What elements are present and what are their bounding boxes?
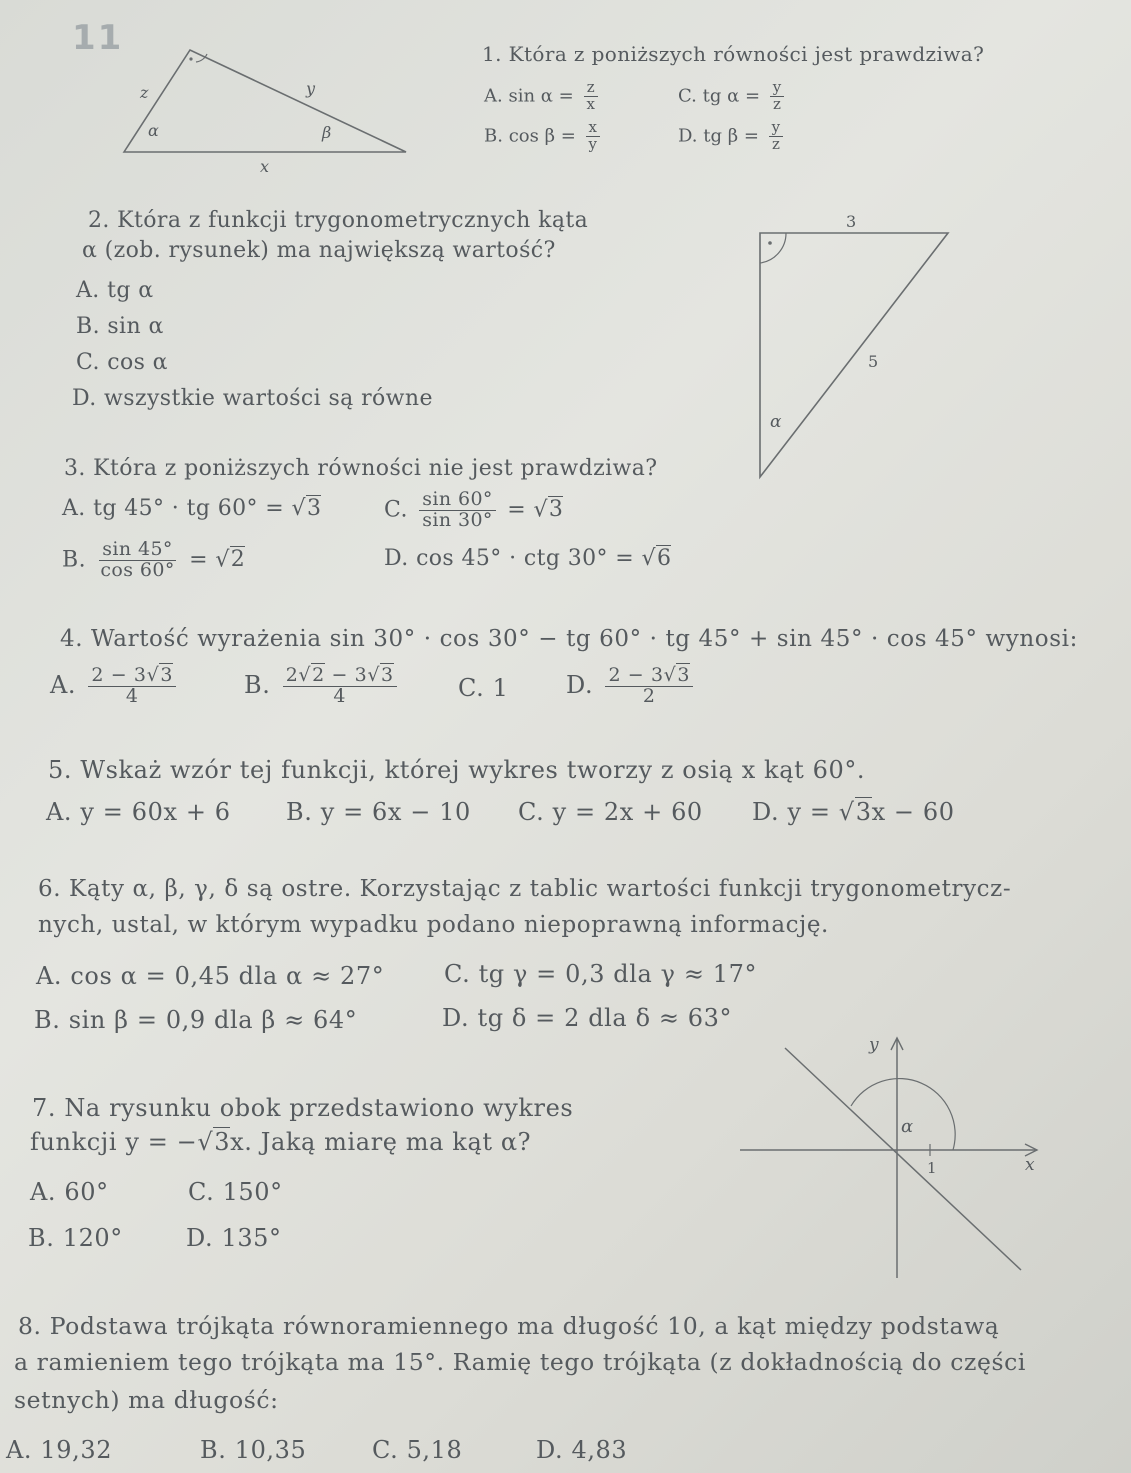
q7-option-a: A. 60° — [30, 1178, 109, 1206]
q4-option-a: A. $\frac{2 - 3√3}{4}$ — [50, 666, 180, 707]
q2-option-a: A. tg α — [76, 278, 154, 303]
q3-option-c: C. $\frac{\sin 60^\circ}{\sin 30^\circ}$ = √3 — [384, 488, 564, 531]
q1-option-a: A. sin α = $\frac{z}{x}$ — [484, 80, 602, 113]
q4-question: 4. Wartość wyrażenia sin 30° · cos 30° − tg 60° · tg 45° + sin 45° · cos 45° wynosi: — [60, 626, 1078, 652]
q1-triangle-figure — [110, 40, 410, 180]
q2-line2: α (zob. rysunek) ma największą wartość? — [82, 238, 556, 263]
q4-option-c: C. 1 — [458, 674, 509, 702]
q2-fig-alpha: α — [770, 412, 782, 432]
q1-fig-alpha: α — [148, 121, 159, 140]
q5-question: 5. Wskaż wzór tej funkcji, której wykres tworzy z osią x kąt 60°. — [48, 756, 866, 784]
q7-fig-alpha: α — [901, 1116, 914, 1137]
q1-option-d: D. tg β = $\frac{y}{z}$ — [678, 120, 787, 153]
q7-option-b: B. 120° — [28, 1224, 123, 1252]
q6-option-d: D. tg δ = 2 dla δ ≈ 63° — [442, 1004, 733, 1032]
q8-line3: setnych) ma długość: — [14, 1386, 279, 1414]
q5-option-a: A. y = 60x + 6 — [46, 798, 231, 826]
q7-fig-one: 1 — [927, 1159, 937, 1177]
q2-line1: 2. Która z funkcji trygonometrycznych kąta — [88, 208, 589, 233]
q2-option-c: C. cos α — [76, 350, 168, 375]
q2-option-b: B. sin α — [76, 314, 164, 339]
q8-option-d: D. 4,83 — [536, 1436, 628, 1464]
q6-option-a: A. cos α = 0,45 dla α ≈ 27° — [36, 962, 385, 990]
q8-option-c: C. 5,18 — [372, 1436, 463, 1464]
q1-fig-y: y — [306, 79, 316, 98]
q8-option-a: A. 19,32 — [6, 1436, 113, 1464]
page-number: 11 — [72, 18, 124, 58]
q8-option-b: B. 10,35 — [200, 1436, 307, 1464]
q8-line2: a ramieniem tego trójkąta ma 15°. Ramię tego trójkąta (z dokładnością do części — [14, 1348, 1026, 1376]
q1-question: 1. Która z poniższych równości jest prawdziwa? — [482, 42, 985, 66]
q3-option-a: A. tg 45° · tg 60° = √3 — [62, 496, 322, 521]
q1-option-c: C. tg α = $\frac{y}{z}$ — [678, 80, 788, 113]
q7-fig-x: x — [1025, 1155, 1035, 1175]
q3-option-b: B. $\frac{\sin 45^\circ}{\cos 60^\circ}$ = √2 — [62, 538, 246, 581]
q1-fig-x: x — [260, 157, 270, 176]
q6-line2: nych, ustal, w którym wypadku podano niepoprawną informację. — [38, 912, 829, 938]
q3-question: 3. Która z poniższych równości nie jest prawdziwa? — [64, 456, 658, 481]
q5-option-b: B. y = 6x − 10 — [286, 798, 471, 826]
q2-fig-top: 3 — [846, 212, 857, 231]
q6-option-b: B. sin β = 0,9 dla β ≈ 64° — [34, 1006, 358, 1034]
q2-triangle-figure — [740, 205, 960, 485]
q7-line1: 7. Na rysunku obok przedstawiono wykres — [32, 1094, 574, 1122]
q1-fig-z: z — [140, 83, 149, 102]
q7-line2: funkcji y = −√3x. Jaką miarę ma kąt α? — [30, 1128, 532, 1156]
q7-option-d: D. 135° — [186, 1224, 282, 1252]
q7-graph-figure — [725, 1030, 1045, 1280]
q1-fig-beta: β — [322, 123, 332, 142]
q5-option-d: D. y = √3x − 60 — [752, 798, 955, 826]
q4-option-b: B. $\frac{2√2 - 3√3}{4}$ — [244, 666, 401, 707]
q1-option-b: B. cos β = $\frac{x}{y}$ — [484, 120, 604, 153]
q6-line1: 6. Kąty α, β, γ, δ są ostre. Korzystając z tablic wartości funkcji trygonometrycz- — [38, 876, 1012, 902]
q2-option-d: D. wszystkie wartości są równe — [72, 386, 433, 411]
q3-option-d: D. cos 45° · ctg 30° = √6 — [384, 546, 672, 571]
q6-option-c: C. tg γ = 0,3 dla γ ≈ 17° — [444, 960, 758, 988]
q2-fig-hyp: 5 — [868, 352, 879, 371]
q4-option-d: D. $\frac{2 - 3√3}{2}$ — [566, 666, 697, 707]
q7-fig-y: y — [869, 1035, 879, 1055]
q8-line1: 8. Podstawa trójkąta równoramiennego ma długość 10, a kąt między podstawą — [18, 1312, 1000, 1340]
q7-option-c: C. 150° — [188, 1178, 283, 1206]
q5-option-c: C. y = 2x + 60 — [518, 798, 703, 826]
